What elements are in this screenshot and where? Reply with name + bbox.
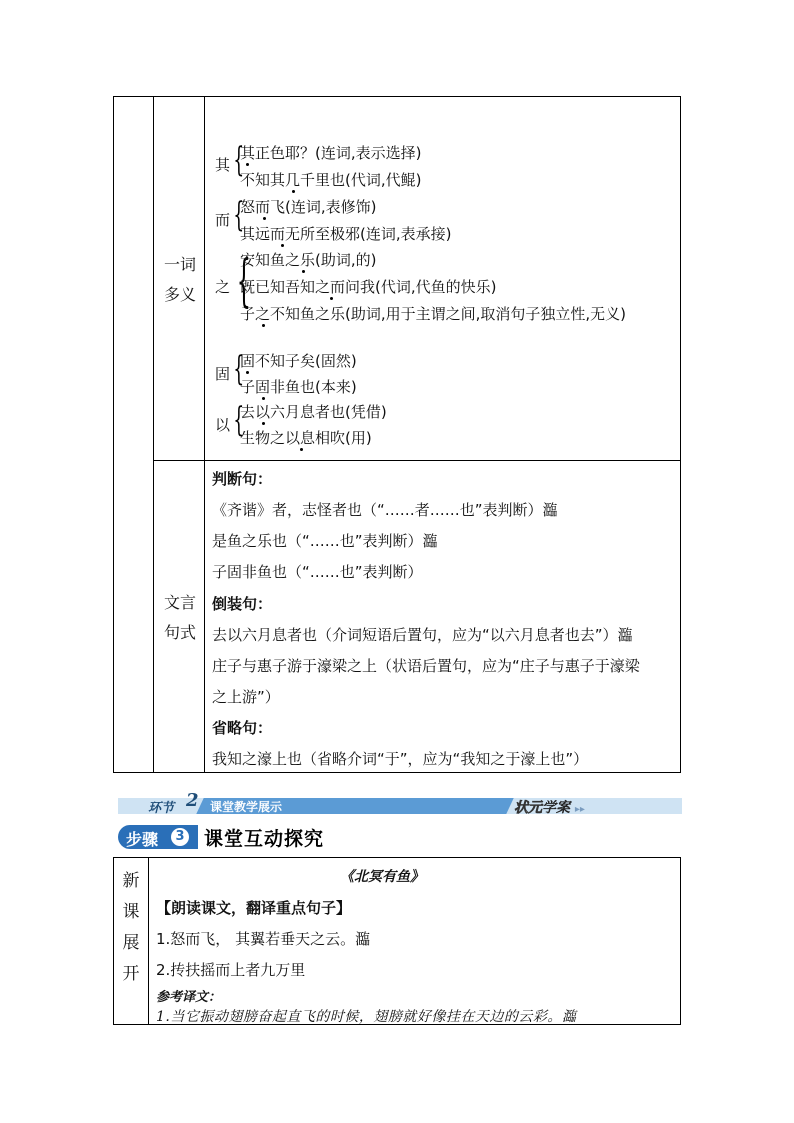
group-line: 子之不知鱼之乐(助词,用于主谓之间,取消句子独立性,无义) [240,305,627,323]
banner-number: 2 [186,790,199,811]
brace-icon: { [233,349,245,389]
emphasis-dot [281,244,284,247]
group-char: 其 [215,156,231,174]
step-number-icon [171,828,189,846]
brace-icon: { [233,140,245,180]
content-line: 之上游”） [212,688,280,706]
side-char: 新 [122,871,140,891]
emphasis-dot [262,397,265,400]
side-char: 课 [122,902,140,922]
group-line: 其正色耶？(连词,表示选择) [240,144,422,162]
emphasis-dot [330,297,333,300]
group-line: 安知鱼之乐(助词,的) [240,251,377,269]
emphasis-dot [262,324,265,327]
label-line: 一词 [163,255,196,274]
section-heading: 倒装句： [212,595,273,613]
emphasis-dot [263,217,266,220]
content-line: 庄子与惠子游于濠梁之上（状语后置句，应为“庄子与惠子于濠梁 [212,657,640,675]
group-char: 以 [215,416,231,434]
group-line: 既已知吾知之而问我(代词,代鱼的快乐) [240,278,497,296]
lesson-item: 1.怒而飞， 其翼若垂天之云。瀶 [156,930,371,948]
emphasis-dot [300,448,303,451]
content-line: 是鱼之乐也（“……也”表判断）瀶 [212,532,438,550]
emphasis-dot [292,190,295,193]
emphasis-dot [246,163,249,166]
group-line: 去以六月息者也(凭借) [240,403,387,421]
content-line: 子固非鱼也（“……也”表判断） [212,563,423,581]
brace-icon: { [233,195,245,235]
group-line: 其远而无所至极邪(连词,表承接) [240,225,452,243]
label-line: 文言 [163,593,196,612]
section-heading: 判断句： [212,470,273,488]
side-char: 展 [122,933,140,953]
group-char: 固 [215,365,231,383]
emphasis-dot [302,270,305,273]
brace-icon: { [236,249,251,314]
group-line: 怒而飞(连词,表修饰) [240,198,377,216]
brace-icon: { [233,400,245,440]
brand-part-b: 学案 [542,800,570,816]
emphasis-dot [246,371,249,374]
content-line: 去以六月息者也（介词短语后置句，应为“以六月息者也去”）瀶 [212,626,633,644]
group-line: 子固非鱼也(本来) [240,378,357,396]
side-label [114,866,148,990]
banner-title: 课堂教学展示 [210,800,283,814]
step-number: 3 [175,829,185,844]
lesson-subhead: 【朗读课文，翻译重点句子】 [156,899,352,917]
group-line: 固不知子矣(固然) [240,352,357,370]
row-label-sentence-patterns [155,588,205,648]
brand-part-a: 状元 [514,800,542,816]
row-label-polysemy [155,250,205,310]
group-line: 生物之以息相吹(用) [240,429,372,447]
step-label: 步骤 [126,830,159,849]
banner-huanjie: 环节 [148,801,175,816]
group-char: 而 [215,211,231,229]
lesson-heading: 《北冥有鱼》 [340,869,424,885]
step-title: 课堂互动探究 [204,828,325,850]
lesson-item: 2.抟扶摇而上者九万里 [156,961,306,979]
section-heading: 省略句： [212,719,273,737]
group-char: 之 [215,278,231,296]
side-char: 开 [122,964,140,984]
content-line: 《齐谐》者，志怪者也（“……者……也”表判断）瀶 [212,501,558,519]
group-line: 不知其几千里也(代词,代鲲) [240,171,422,189]
emphasis-dot [262,422,265,425]
content-line: 我知之濠上也（省略介词“于”，应为“我知之于濠上也”） [212,750,589,768]
arrow-icon: ▸▸ [574,804,585,815]
label-line: 句式 [163,623,196,642]
banner-brand [514,797,585,817]
label-line: 多义 [163,285,196,304]
reference-line: 1.当它振动翅膀奋起直飞的时候，翅膀就好像挂在天边的云彩。瀶 [156,1009,577,1025]
reference-label: 参考译文： [156,990,222,1005]
